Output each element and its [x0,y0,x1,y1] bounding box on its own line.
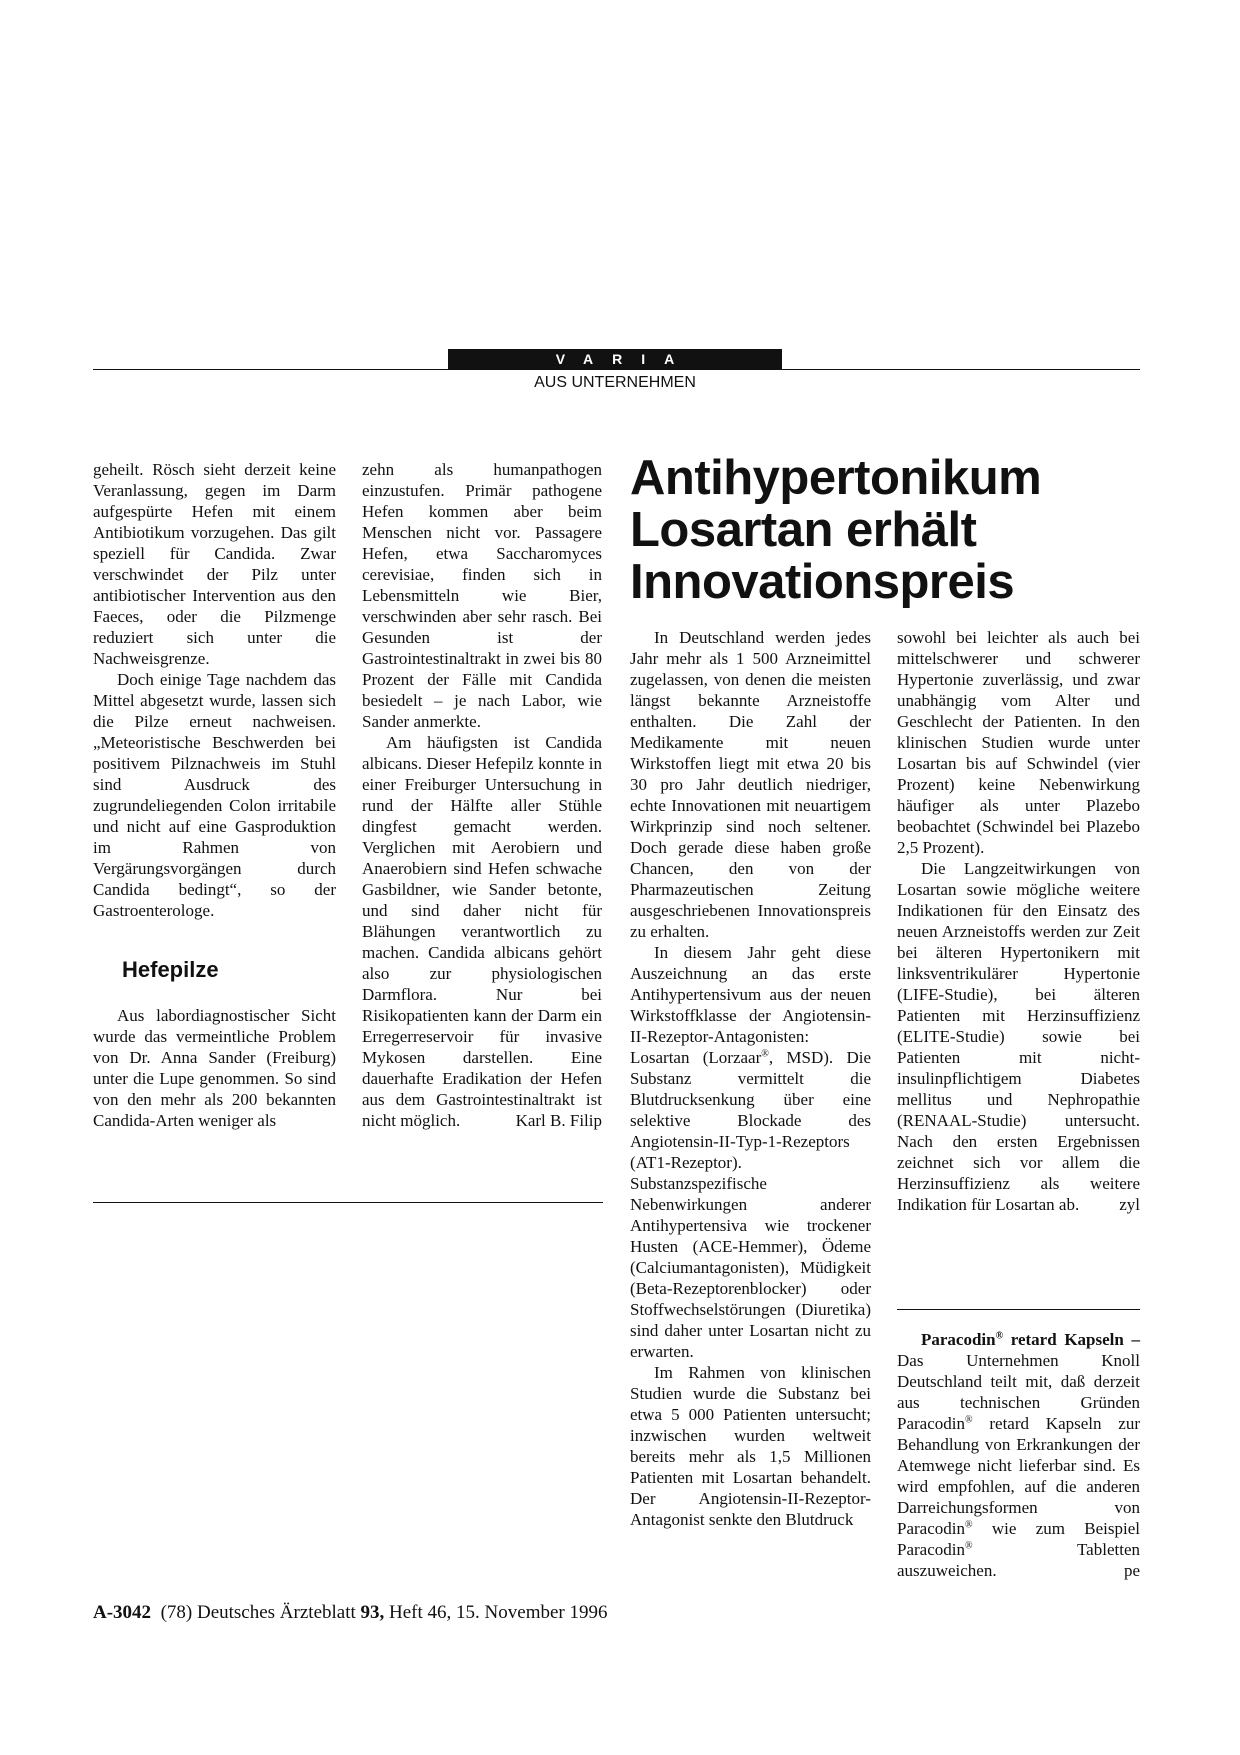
paragraph: In Deutschland werden jedes Jahr mehr als 1 500 Arzneimittel zugelassen, von denen die meisten längst bekannte Arzneistoffe enthalten. Die Zahl der Medikamente mit neuen Wirkstoffen liegt mit etwa 20 bis 30 pro Jahr deutlich niedriger, echte Innovationen mit neuartigem Wirkprinzip sind noch seltener. Doch gerade diese haben große Chancen, den von der Pharmazeutischen Zeitung ausgeschriebenen Innovationspreis zu erhalten. [630,628,871,941]
paragraph: Im Rahmen von klinischen Studien wurde die Substanz bei etwa 5 000 Patienten untersucht; inzwischen wurden weltweit bereits mehr als 1,5 Millionen Patienten mit Losartan behandelt. Der Angiotensin-II-Rezeptor-Antagonist senkte den Blutdruck [630,1363,871,1529]
volume-number: 93, [360,1602,385,1623]
column-1 [93,459,336,1131]
paragraph: Aus labordiagnostischer Sicht wurde das vermeintliche Problem von Dr. Anna Sander (Freiburg) unter die Lupe genommen. So sind von den mehr als 200 bekannten Candida-Arten weniger als [93,1006,336,1130]
page-number: A-3042 [93,1602,152,1623]
paragraph [630,942,871,1362]
column-4 [897,627,1140,1215]
registered-mark: ® [995,1330,1004,1342]
registered-mark: ® [761,1048,769,1060]
registered-mark: ® [964,1540,973,1552]
note-text: Das Unternehmen Knoll Deutschland teilt mit, daß derzeit aus technischen Gründen Paracodin [897,1351,1140,1433]
article-headline [630,452,1150,608]
column-2 [362,459,602,1131]
note-text: retard Kapseln zur Behandlung von Erkrankungen der Atemwege nicht lieferbar sind. Es wird empfohlen, auf die anderen Darreichungsformen von Paracodin [897,1414,1140,1538]
column-3 [630,627,871,1530]
headline-line: Innovationspreis [630,555,1015,609]
subsection-label: AUS UNTERNEHMEN [534,374,696,391]
header-rule [93,369,1140,370]
headline-line: Antihypertonikum [630,451,1042,505]
paragraph-text: In diesem Jahr geht diese Auszeichnung an das erste Antihypertensivum aus der neuen Wirkstoffklasse der Angiotensin-II-Rezeptor-Antagonisten: Losartan (Lorzaar [630,943,871,1067]
registered-mark: ® [964,1414,973,1426]
paragraph: sowohl bei leichter als auch bei mittelschwerer und schwerer Hypertonie zuverlässig, und zwar unabhängig vom Alter und Geschlecht der Patienten. In den klinischen Studien wurde unter Losartan bis auf Schwindel (vier Prozent) keine Nebenwirkung häufiger als unter Plazebo beobachtet (Schwindel bei Plazebo 2,5 Prozent). [897,628,1140,857]
registered-mark: ® [964,1519,973,1531]
product-note [897,1329,1140,1581]
column-rule [93,1202,603,1203]
subheading: Hefepilze [122,957,219,982]
paragraph-text: Die Langzeitwirkungen von Losartan sowie mögliche weitere Indikationen für den Einsatz des neuen Arzneistoffs werden zur Zeit bei älteren Hypertonikern mit linksventrikulärer Hypertonie (LIFE-Studie), bei älteren Patienten mit Herzinsuffizienz (ELITE-Studie) sowie bei Patienten mit nicht-insulinpflichtigem Diabetes mellitus und Nephropathie (RENAAL-Studie) untersucht. Nach den ersten Ergebnissen zeichnet sich vor allem die Herzinsuffizienz als weitere Indikation für Losartan ab. [897,859,1140,1214]
note-lead [921,1330,1140,1349]
paragraph: zehn als humanpathogen einzustufen. Primär pathogene Hefen kommen aber beim Menschen nicht vor. Passagere Hefen, etwa Saccharomyces cerevisiae, finden sich in Lebensmitteln wie Bier, verschwinden aber sehr rasch. Bei Gesunden ist der Gastrointestinaltrakt in zwei bis 80 Prozent der Fälle mit Candida besiedelt – je nach Labor, wie Sander anmerkte. [362,460,602,731]
issue-date: Heft 46, 15. November 1996 [389,1602,608,1623]
page-footer [93,1602,608,1624]
paragraph: geheilt. Rösch sieht derzeit keine Veranlassung, gegen im Darm aufgespürte Hefen mit einem Antibiotikum vorzugehen. Das gilt speziell für Candida. Zwar verschwindet der Pilz unter antibiotischer Intervention aus den Faeces, oder die Pilzmenge reduziert sich unter die Nachweisgrenze. [93,460,336,668]
paragraph [362,732,602,1131]
author-signature: Karl B. Filip [515,1111,602,1130]
paragraph-text: Am häufigsten ist Candida albicans. Dieser Hefepilz konnte in einer Freiburger Untersuchung in rund der Hälfte aller Stühle dingfest gemacht werden. Verglichen mit Aerobiern und Anaerobiern sind Hefen schwache Gasbildner, wie Sander betonte, und sind daher nicht für Blähungen verantwortlich zu machen. Candida albicans gehört also zur physiologischen Darmflora. Nur bei Risikopatienten kann der Darm ein Erregerreservoir für invasive Mykosen darstellen. Eine dauerhafte Eradikation der Hefen aus dem Gastrointestinaltrakt ist nicht möglich. [362,733,602,1130]
paragraph [897,1329,1140,1581]
journal-name: (78) Deutsches Ärzteblatt [160,1602,356,1623]
note-lead-text: Paracodin [921,1330,996,1349]
note-text: Tabletten auszuweichen. [897,1540,1140,1580]
paragraph: Doch einige Tage nachdem das Mittel abgesetzt wurde, lassen sich die Pilze erneut nachweisen. „Meteoristische Beschwerden bei positivem Pilznachweis im Stuhl sind Ausdruck des zugrundeliegenden Colon irritabile und nicht auf eine Gasproduktion im Rahmen von Vergärungsvorgängen durch Candida bedingt“, so der Gastroenterologe. [93,670,336,920]
note-rule [897,1309,1140,1310]
author-signature: pe [1123,1561,1140,1580]
section-label: VARIA [448,349,782,370]
headline-line: Losartan erhält [630,503,977,557]
note-lead-text: retard Kapseln – [1003,1330,1140,1349]
paragraph [897,858,1140,1215]
note-text: wie zum Beispiel Paracodin [897,1519,1140,1559]
author-signature: zyl [1119,1195,1140,1214]
paragraph-text: , MSD). Die Substanz vermittelt die Blutdrucksenkung über eine selektive Blockade des Angiotensin-II-Typ-1-Rezeptors (AT1-Rezeptor). Substanzspezifische Nebenwirkungen anderer Antihypertensiva wie trockener Husten (ACE-Hemmer), Ödeme (Calciumantagonisten), Müdigkeit (Beta-Rezeptorenblocker) oder Stoffwechselstörungen (Diuretika) sind daher unter Losartan nicht zu erwarten. [630,1048,871,1361]
